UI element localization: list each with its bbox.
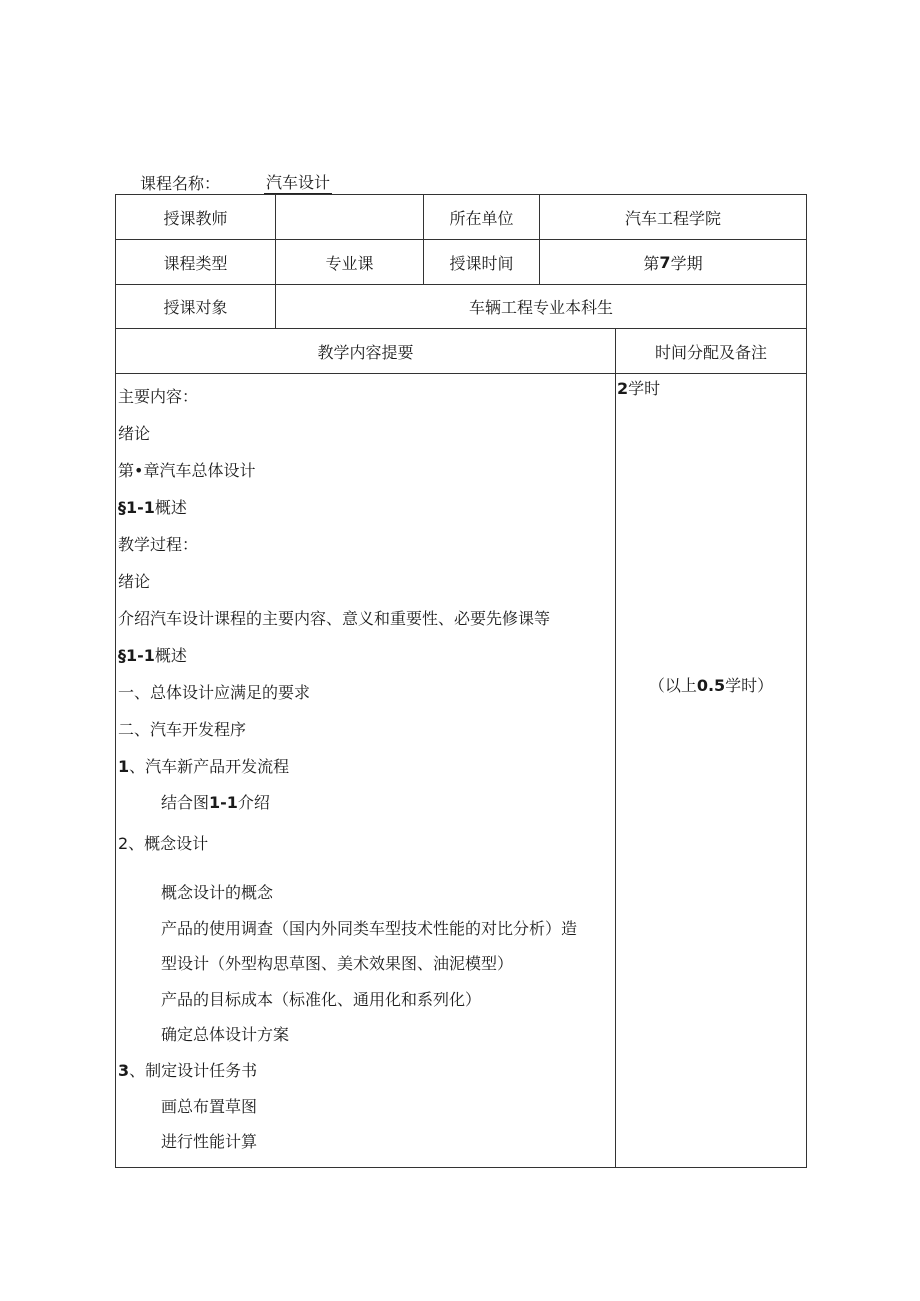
- course-label: 课程名称：: [140, 174, 221, 193]
- teaching-time-value: 第 7 学期: [643, 252, 703, 273]
- audience-value: 车辆工程专业本科生: [468, 298, 613, 317]
- unit-label: 所在单位: [449, 208, 514, 228]
- col-divider: [615, 328, 616, 1167]
- content-line: 1、汽车新产品开发流程: [118, 757, 290, 776]
- course-type-value: 专业课: [325, 253, 374, 273]
- content-line: 2、概念设计: [118, 834, 209, 853]
- course-name: 汽车设计: [266, 173, 331, 192]
- content-line: 第•章汽车总体设计: [118, 461, 256, 480]
- lesson-plan-table: [115, 194, 807, 1168]
- content-line: 确定总体设计方案: [161, 1025, 290, 1044]
- content-line: 二、汽车开发程序: [118, 720, 247, 739]
- teaching-time-label: 授课时间: [449, 253, 514, 273]
- content-line: 绪论: [118, 572, 151, 591]
- content-line: 产品的目标成本（标准化、通用化和系列化）: [161, 990, 482, 1009]
- content-line: 概念设计的概念: [161, 883, 274, 902]
- teacher-value: [276, 195, 423, 239]
- teacher-label: 授课教师: [163, 208, 228, 228]
- content-line: 介绍汽车设计课程的主要内容、意义和重要性、必要先修课等: [118, 609, 551, 628]
- content-line: 产品的使用调查（国内外同类车型技术性能的对比分析）造: [161, 919, 578, 938]
- notes-header: 时间分配及备注: [654, 342, 767, 362]
- content-line: 主要内容：: [118, 387, 199, 406]
- row-divider: [116, 373, 806, 374]
- content-line: 结合图1-1介绍: [161, 793, 270, 812]
- audience-label: 授课对象: [163, 298, 228, 317]
- content-line: 一、总体设计应满足的要求: [118, 683, 311, 702]
- content-line: 教学过程：: [118, 535, 199, 554]
- content-line: 进行性能计算: [161, 1132, 258, 1151]
- content-line: 画总布置草图: [161, 1097, 258, 1116]
- content-line: 绪论: [118, 424, 151, 443]
- note-hours: 2学时: [617, 379, 661, 398]
- course-type-label: 课程类型: [163, 253, 228, 273]
- course-line: [140, 172, 332, 194]
- unit-value: 汽车工程学院: [624, 208, 721, 228]
- note-half-hour: （以上0.5学时）: [648, 676, 774, 695]
- content-line: §1-1概述: [118, 498, 187, 517]
- content-line: 型设计（外型构思草图、美术效果图、油泥模型）: [161, 954, 514, 973]
- content-header: 教学内容提要: [317, 342, 414, 362]
- content-line: 3、制定设计任务书: [118, 1061, 258, 1080]
- content-line: §1-1概述: [118, 646, 187, 665]
